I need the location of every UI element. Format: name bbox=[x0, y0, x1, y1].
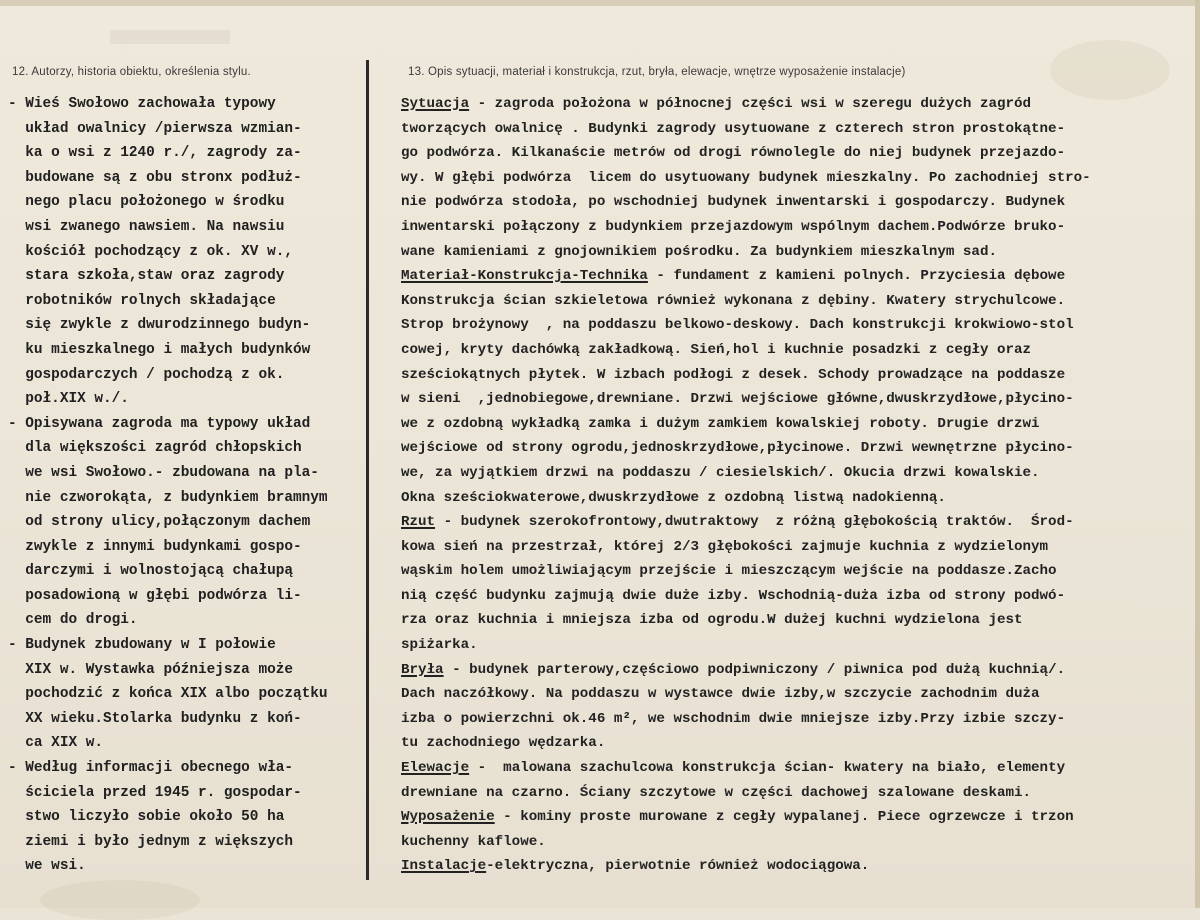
line-text: Okna sześciokwaterowe,dwuskrzydłowe z ozdobną listwą nadokienną. bbox=[401, 489, 946, 506]
paper-stain bbox=[1050, 40, 1170, 100]
line-text: w sieni ,jednobiegowe,drewniane. Drzwi wejściowe główne,dwuskrzydłowe,płycino- bbox=[401, 391, 1074, 408]
paper-stain bbox=[40, 880, 200, 920]
right-text-line bbox=[401, 412, 1198, 437]
line-text: rza oraz kuchnia i mniejsza izba od ogrodu.W dużej kuchni wydzielona jest bbox=[401, 612, 1023, 629]
left-text-line: od strony ulicy,połączonym dachem bbox=[8, 514, 311, 531]
left-text-line: - Wieś Swołowo zachowała typowy bbox=[8, 96, 276, 112]
line-text: drewniane na czarno. Ściany szczytowe w części dachowej szalowane deskami. bbox=[401, 784, 1032, 801]
right-text-line bbox=[401, 166, 1198, 191]
line-text: -elektryczna, pierwotnie również wodociągowa. bbox=[486, 858, 870, 875]
right-text-line bbox=[401, 387, 1198, 412]
section-heading: Elewacje bbox=[401, 760, 470, 777]
left-text-line: robotników rolnych składające bbox=[8, 292, 276, 309]
right-text-line bbox=[401, 141, 1198, 166]
right-text-line bbox=[401, 805, 1198, 830]
line-text: tworzących owalnicę . Budynki zagrody usytuowane z czterech stron prostokątne- bbox=[401, 120, 1066, 137]
right-text-line bbox=[401, 731, 1198, 756]
right-text-line bbox=[401, 363, 1198, 388]
left-text-line: we wsi Swołowo.- zbudowana na pla- bbox=[8, 464, 319, 481]
line-text: - budynek parterowy,częściowo podpiwniczony / piwnica pod dużą kuchnią/. bbox=[443, 661, 1066, 678]
left-text-line: ku mieszkalnego i małych budynków bbox=[8, 341, 311, 358]
left-text-line: ka o wsi z 1240 r./, zagrody za- bbox=[8, 145, 302, 162]
right-column-text bbox=[401, 92, 1198, 879]
right-text-line bbox=[401, 608, 1198, 633]
left-text-line: posadowioną w głębi podwórza li- bbox=[8, 587, 302, 604]
line-text: cowej, kryty dachówką zakładkową. Sień,hol i kuchnie posadzki z cegły oraz bbox=[401, 341, 1032, 358]
right-text-line bbox=[401, 92, 1198, 117]
line-text: Dach naczółkowy. Na poddaszu w wystawce dwie izby,w szczycie zachodnim duża bbox=[401, 686, 1040, 703]
section-header-12: 12. Autorzy, historia obiektu, określenia stylu. bbox=[12, 66, 251, 78]
right-text-line bbox=[401, 682, 1198, 707]
right-text-line bbox=[401, 584, 1198, 609]
left-text-line: - Budynek zbudowany w I połowie bbox=[8, 637, 276, 654]
right-text-line bbox=[401, 830, 1198, 855]
right-text-line bbox=[401, 510, 1198, 535]
right-text-line bbox=[401, 338, 1198, 363]
left-text-line: nego placu położonego w środku bbox=[8, 194, 285, 211]
left-text-line: ca XIX w. bbox=[8, 735, 103, 752]
left-text-line: zwykle z innymi budynkami gospo- bbox=[8, 538, 302, 555]
line-text: kuchenny kaflowe. bbox=[401, 833, 546, 850]
left-text-line: wsi zwanego nawsiem. Na nawsiu bbox=[8, 218, 285, 235]
section-heading: Bryła bbox=[401, 661, 444, 678]
left-text-line: ściciela przed 1945 r. gospodar- bbox=[8, 784, 302, 801]
right-text-line bbox=[401, 658, 1198, 683]
right-text-line bbox=[401, 240, 1198, 265]
left-text-line: pochodzić z końca XIX albo początku bbox=[8, 686, 328, 703]
left-text-line: we wsi. bbox=[8, 858, 86, 875]
left-text-line: darczymi i wolnostojącą chałupą bbox=[8, 563, 293, 580]
left-text-line: XX wieku.Stolarka budynku z koń- bbox=[8, 710, 302, 727]
left-text-line: poł.XIX w./. bbox=[8, 391, 129, 408]
right-text-line bbox=[401, 313, 1198, 338]
left-text-line: - Opisywana zagroda ma typowy układ bbox=[8, 415, 311, 432]
line-text: wane kamieniami z gnojownikiem pośrodku. Za budynkiem mieszkalnym sad. bbox=[401, 243, 997, 260]
right-text-line bbox=[401, 264, 1198, 289]
left-text-line: stara szkoła,staw oraz zagrody bbox=[8, 268, 285, 285]
line-text: - budynek szerokofrontowy,dwutraktowy z różną głębokością traktów. Środ- bbox=[435, 514, 1074, 531]
right-text-line bbox=[401, 215, 1198, 240]
line-text: wejściowe od strony ogrodu,jednoskrzydłowe,płycinowe. Drzwi wewnętrzne płycino- bbox=[401, 440, 1074, 457]
right-text-line bbox=[401, 535, 1198, 560]
line-text: tu zachodniego wędzarka. bbox=[401, 735, 606, 752]
line-text: - zagroda położona w północnej części wsi w szeregu dużych zagród bbox=[469, 96, 1032, 112]
line-text: kowa sień na przestrzał, której 2/3 głębokości zajmuje kuchnia z wydzielonym bbox=[401, 538, 1049, 555]
line-text: Konstrukcja ścian szkieletowa również wykonana z dębiny. Kwatery strychulcowe. bbox=[401, 292, 1066, 309]
right-text-line bbox=[401, 117, 1198, 142]
section-heading: Instalacje bbox=[401, 858, 487, 875]
section-heading: Sytuacja bbox=[401, 96, 470, 112]
line-text: spiżarka. bbox=[401, 637, 478, 654]
right-text-line bbox=[401, 854, 1198, 879]
left-text-line: kościół pochodzący z ok. XV w., bbox=[8, 243, 293, 260]
line-text: - malowana szachulcowa konstrukcja ścian- kwatery na biało, elementy bbox=[469, 760, 1066, 777]
section-header-13: 13. Opis sytuacji, materiał i konstrukcja, rzut, bryła, elewacje, wnętrze wyposażenie instalacje) bbox=[408, 66, 906, 78]
right-text-line bbox=[401, 190, 1198, 215]
left-text-line: ziemi i było jednym z większych bbox=[8, 833, 293, 850]
line-text: Strop brożynowy , na poddaszu belkowo-deskowy. Dach konstrukcji krokwiowo-stol bbox=[401, 317, 1074, 334]
right-text-line bbox=[401, 461, 1198, 486]
line-text: we z ozdobną wykładką zamka i dużym zamkiem kowalskiej roboty. Drugie drzwi bbox=[401, 415, 1040, 432]
line-text: - kominy proste murowane z cegły wypalanej. Piece ogrzewcze i trzon bbox=[494, 809, 1074, 826]
left-text-line: układ owalnicy /pierwsza wzmian- bbox=[8, 120, 302, 137]
section-heading: Wyposażenie bbox=[401, 809, 495, 826]
right-text-line bbox=[401, 486, 1198, 511]
line-text: - fundament z kamieni polnych. Przyciesia dębowe bbox=[647, 268, 1066, 285]
line-text: nią część budynku zajmują dwie duże izby. Wschodnią-duża izba od strony podwó- bbox=[401, 587, 1066, 604]
line-text: wy. W głębi podwórza licem do usytuowany budynek mieszkalny. Po zachodniej stro- bbox=[401, 169, 1091, 186]
line-text: we, za wyjątkiem drzwi na poddaszu / ciesielskich/. Okucia drzwi kowalskie. bbox=[401, 464, 1040, 481]
left-text-line: - Według informacji obecnego wła- bbox=[8, 760, 293, 777]
left-text-line: cem do drogi. bbox=[8, 612, 138, 629]
right-text-line bbox=[401, 707, 1198, 732]
line-text: go podwórza. Kilkanaście metrów od drogi równolegle do niej budynek przejazdo- bbox=[401, 145, 1066, 162]
paper-edge-top bbox=[0, 0, 1200, 6]
left-text-line: budowane są z obu stronx podłuż- bbox=[8, 169, 302, 186]
left-text-line: stwo liczyło sobie około 50 ha bbox=[8, 809, 285, 826]
left-text-line: się zwykle z dwurodzinnego budyn- bbox=[8, 317, 311, 334]
right-text-line bbox=[401, 756, 1198, 781]
left-text-line: XIX w. Wystawka późniejsza może bbox=[8, 661, 293, 678]
faint-smudge bbox=[110, 30, 230, 44]
left-text-line: dla większości zagród chłopskich bbox=[8, 440, 302, 457]
section-heading: Rzut bbox=[401, 514, 436, 531]
right-text-line bbox=[401, 289, 1198, 314]
right-text-line bbox=[401, 633, 1198, 658]
left-text-line: nie czworokąta, z budynkiem bramnym bbox=[8, 489, 328, 506]
line-text: sześciokątnych płytek. W izbach podłogi z desek. Schody prowadzące na poddasze bbox=[401, 366, 1066, 383]
right-text-line bbox=[401, 559, 1198, 584]
line-text: wąskim holem umożliwiającym przejście i mieszczącym wejście na poddasze.Zacho bbox=[401, 563, 1057, 580]
line-text: nie podwórza stodoła, po wschodniej budynek inwentarski i gospodarczy. Budynek bbox=[401, 194, 1066, 211]
right-text-line bbox=[401, 781, 1198, 806]
section-heading: Materiał-Konstrukcja-Technika bbox=[401, 268, 648, 285]
left-column-text bbox=[8, 92, 386, 879]
line-text: izba o powierzchni ok.46 m², we wschodnim dwie mniejsze izby.Przy izbie szczy- bbox=[401, 710, 1066, 727]
left-text-line: gospodarczych / pochodzą z ok. bbox=[8, 366, 285, 383]
right-text-line bbox=[401, 436, 1198, 461]
line-text: inwentarski połączony z budynkiem przejazdowym wspólnym dachem.Podwórze bruko- bbox=[401, 218, 1066, 235]
